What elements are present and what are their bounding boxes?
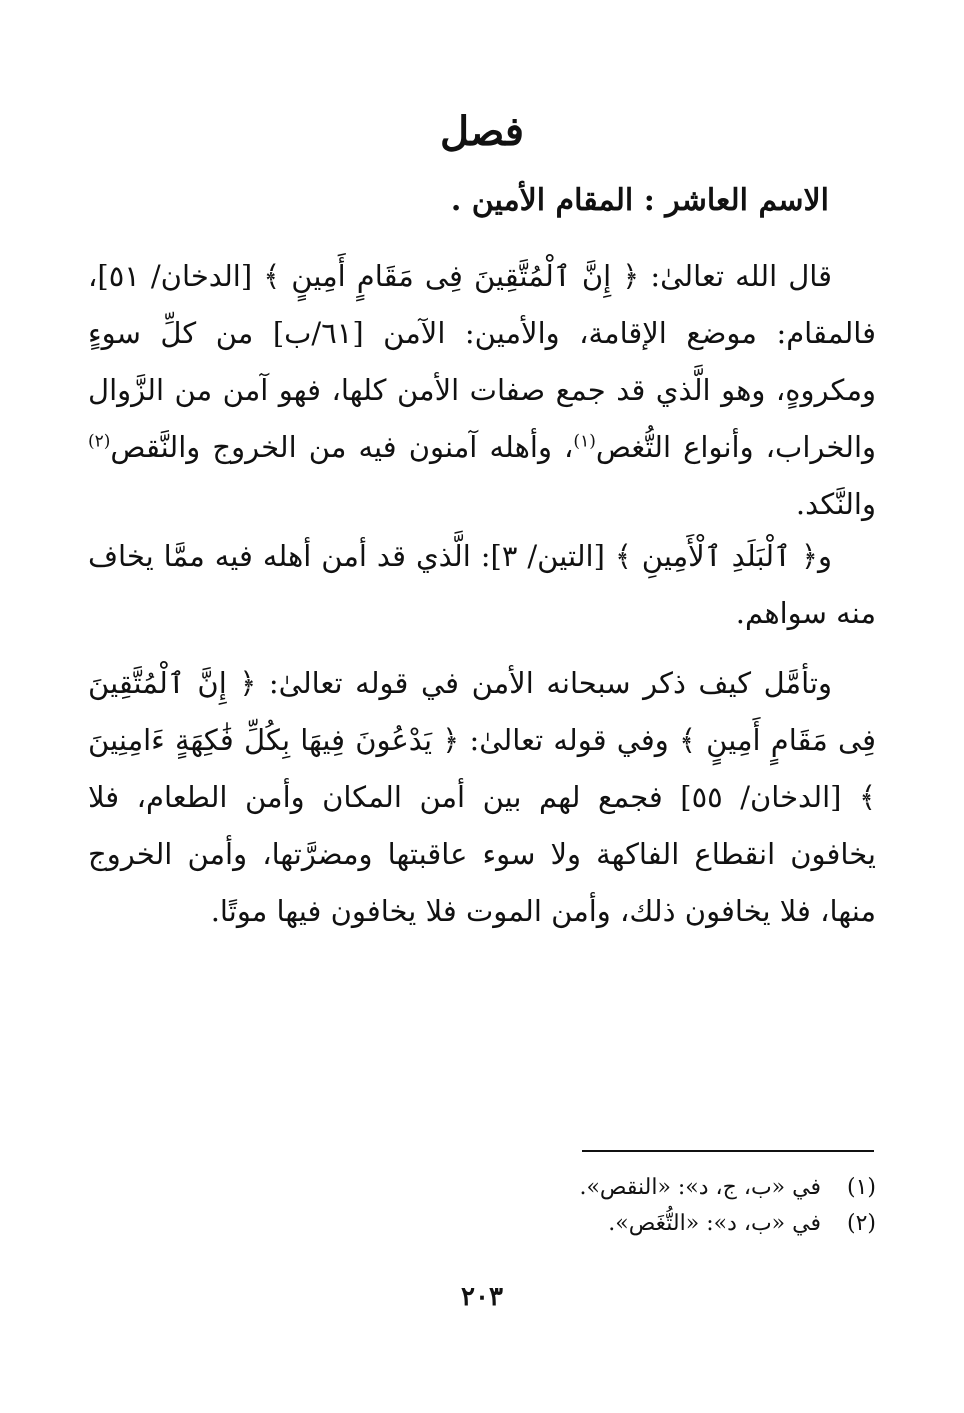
paragraph-1-text: قال الله تعالىٰ: ﴿ إِنَّ ٱلْمُتَّقِينَ فِى مَقَامٍ أَمِينٍ ﴾ [الدخان/ ٥١]، فالمقام: موضع الإقامة، والأمين: الآمن [٦١/ب] من كلِّ سوءٍ ومكروهٍ، وهو الَّذي قد جمع صفات الأمن كلها، فهو آمن من الزَّوال والخراب، وأنواع التُّغص [88, 259, 876, 464]
footnote-divider [582, 1150, 874, 1152]
paragraph-1 [88, 248, 876, 533]
page-number: ٢٠٣ [461, 1282, 503, 1312]
paragraph-2: و﴿ ٱلْبَلَدِ ٱلْأَمِينِ ﴾ [التين/ ٣]: الَّذي قد أمن أهله فيه ممَّا يخاف منه سواهم. [88, 539, 876, 630]
footnote-text: في «ب، ج، د»: «النقص». [579, 1175, 821, 1200]
paragraph-1-text-cont: ، وأهله آمنون فيه من الخروج والنَّقص [110, 430, 574, 464]
footnote-number: (٢) [846, 1211, 876, 1236]
paragraph-1-text-end: والنَّكد. [795, 487, 876, 521]
footnote-ref-1[interactable]: (١) [573, 431, 596, 452]
footnote-text: في «ب، د»: «التُّغَص». [608, 1211, 821, 1236]
footnote-item [376, 1170, 876, 1206]
footnote-item [376, 1206, 876, 1242]
footnote-number: (١) [846, 1175, 876, 1200]
paragraph-3: وتأمَّل كيف ذكر سبحانه الأمن في قوله تعالىٰ: ﴿ إِنَّ ٱلْمُتَّقِينَ فِى مَقَامٍ أَمِينٍ ﴾ وفي قوله تعالىٰ: ﴿ يَدْعُونَ فِيهَا بِكُلِّ فَٰكِهَةٍ ءَامِنِينَ ﴾ [الدخان/ ٥٥] فجمع لهم بين أمن المكان وأمن الطعام، فلا يخافون انقطاع الفاكهة ولا سوء عاقبتها ومضرَّتها، وأمن الخروج منها، فلا يخافون ذلك، وأمن الموت فلا يخافون فيها موتًا. [88, 666, 876, 928]
section-heading: فصل [439, 108, 525, 155]
footnotes [376, 1170, 876, 1242]
footnote-ref-2[interactable]: (٢) [88, 431, 111, 452]
section-subheading: الاسم العاشر : المقام الأمين . [450, 183, 829, 218]
